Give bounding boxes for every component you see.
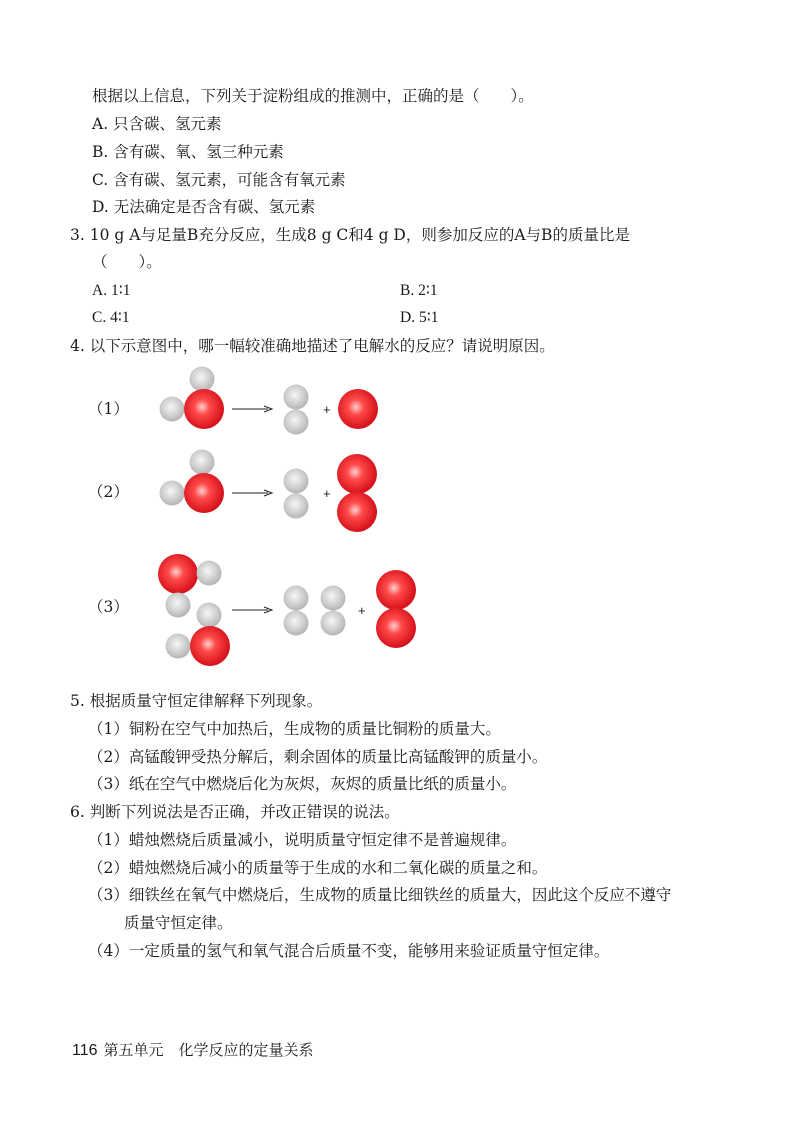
q2-stem: 根据以上信息，下列关于淀粉组成的推测中，正确的是（ ）。 (92, 87, 534, 105)
oxygen-atom (184, 389, 224, 429)
oxygen-atom (376, 570, 416, 610)
q6-item-3-cont: 质量守恒定律。 (124, 914, 233, 932)
plus-sign: + (323, 402, 331, 417)
q6-stem: 6. 判断下列说法是否正确，并改正错误的说法。 (70, 803, 400, 821)
hydrogen-atom (284, 385, 309, 410)
q3-option-d: D. 5∶1 (400, 309, 439, 326)
q3-stem: 3. 10 g A与足量B充分反应，生成8 g C和4 g D，则参加反应的A与B的质量比是 (70, 226, 630, 244)
diagram-3-product-hydrogen-molecule-1 (284, 586, 309, 636)
hydrogen-atom (321, 611, 346, 636)
hydrogen-atom (284, 469, 309, 494)
oxygen-atom (184, 473, 224, 513)
page-footer (72, 1039, 314, 1062)
diagram-3-product-oxygen-molecule (376, 570, 416, 648)
hydrogen-atom (284, 410, 309, 435)
q6-item-4: （4）一定质量的氢气和氧气混合后质量不变，能够用来验证质量守恒定律。 (88, 942, 610, 960)
hydrogen-atom (160, 397, 185, 422)
q5-item-3: （3）纸在空气中燃烧后化为灰烬，灰烬的质量比纸的质量小。 (88, 775, 517, 793)
q6-item-3: （3）细铁丝在氧气中燃烧后，生成物的质量比细铁丝的质量大，因此这个反应不遵守 (88, 886, 672, 904)
hydrogen-atom (190, 367, 215, 392)
unit-title: 第五单元 化学反应的定量关系 (103, 1041, 314, 1059)
q6-item-2: （2）蜡烛燃烧后减小的质量等于生成的水和二氧化碳的质量之和。 (88, 859, 548, 877)
oxygen-atom (337, 492, 377, 532)
q2-option-a: A. 只含碳、氢元素 (92, 115, 222, 133)
hydrogen-atom (284, 494, 309, 519)
oxygen-atom (190, 626, 230, 666)
oxygen-atom (337, 454, 377, 494)
hydrogen-atom (160, 481, 185, 506)
diagram-label-1: （1） (88, 400, 129, 418)
diagram-1-product-hydrogen-molecule (284, 385, 309, 435)
q3-stem-cont: （ ）。 (92, 253, 162, 271)
hydrogen-atom (284, 611, 309, 636)
oxygen-atom (376, 608, 416, 648)
q5-stem: 5. 根据质量守恒定律解释下列现象。 (70, 692, 323, 710)
diagram-2-reactant-water-molecule (160, 450, 225, 514)
diagram-3-product-hydrogen-molecule-2 (321, 586, 346, 636)
q4-stem: 4. 以下示意图中，哪一幅较准确地描述了电解水的反应？请说明原因。 (70, 337, 555, 355)
q3-option-a: A. 1∶1 (92, 282, 131, 299)
q2-option-c: C. 含有碳、氢元素，可能含有氧元素 (92, 171, 346, 189)
hydrogen-atom (197, 603, 222, 628)
q3-option-c: C. 4∶1 (92, 309, 130, 326)
hydrogen-atom (166, 593, 191, 618)
diagram-2-product-oxygen-molecule (337, 454, 377, 532)
q5-item-1: （1）铜粉在空气中加热后，生成物的质量比铜粉的质量大。 (88, 720, 501, 738)
plus-sign: + (358, 603, 366, 618)
diagram-label-2: （2） (88, 483, 129, 501)
q5-item-2: （2）高锰酸钾受热分解后，剩余固体的质量比高锰酸钾的质量小。 (88, 748, 548, 766)
hydrogen-atom (190, 450, 215, 475)
arrow-icon (232, 490, 272, 496)
diagram-2-product-hydrogen-molecule (284, 469, 309, 519)
hydrogen-atom (321, 586, 346, 611)
hydrogen-atom (197, 561, 222, 586)
arrow-icon (232, 607, 272, 613)
oxygen-atom (158, 554, 198, 594)
plus-sign: + (323, 486, 331, 501)
page-number: 116 (72, 1042, 98, 1059)
q6-item-1: （1）蜡烛燃烧后质量减小，说明质量守恒定律不是普遍规律。 (88, 831, 517, 849)
q2-option-d: D. 无法确定是否含有碳、氢元素 (92, 198, 316, 216)
arrow-icon (232, 406, 272, 412)
diagram-1-reactant-water-molecule (160, 367, 225, 430)
hydrogen-atom (166, 634, 191, 659)
diagram-1-product-oxygen-atom (338, 389, 378, 429)
hydrogen-atom (284, 586, 309, 611)
q3-option-b: B. 2∶1 (400, 282, 438, 299)
diagram-label-3: （3） (88, 598, 129, 616)
q2-option-b: B. 含有碳、氧、氢三种元素 (92, 143, 284, 161)
